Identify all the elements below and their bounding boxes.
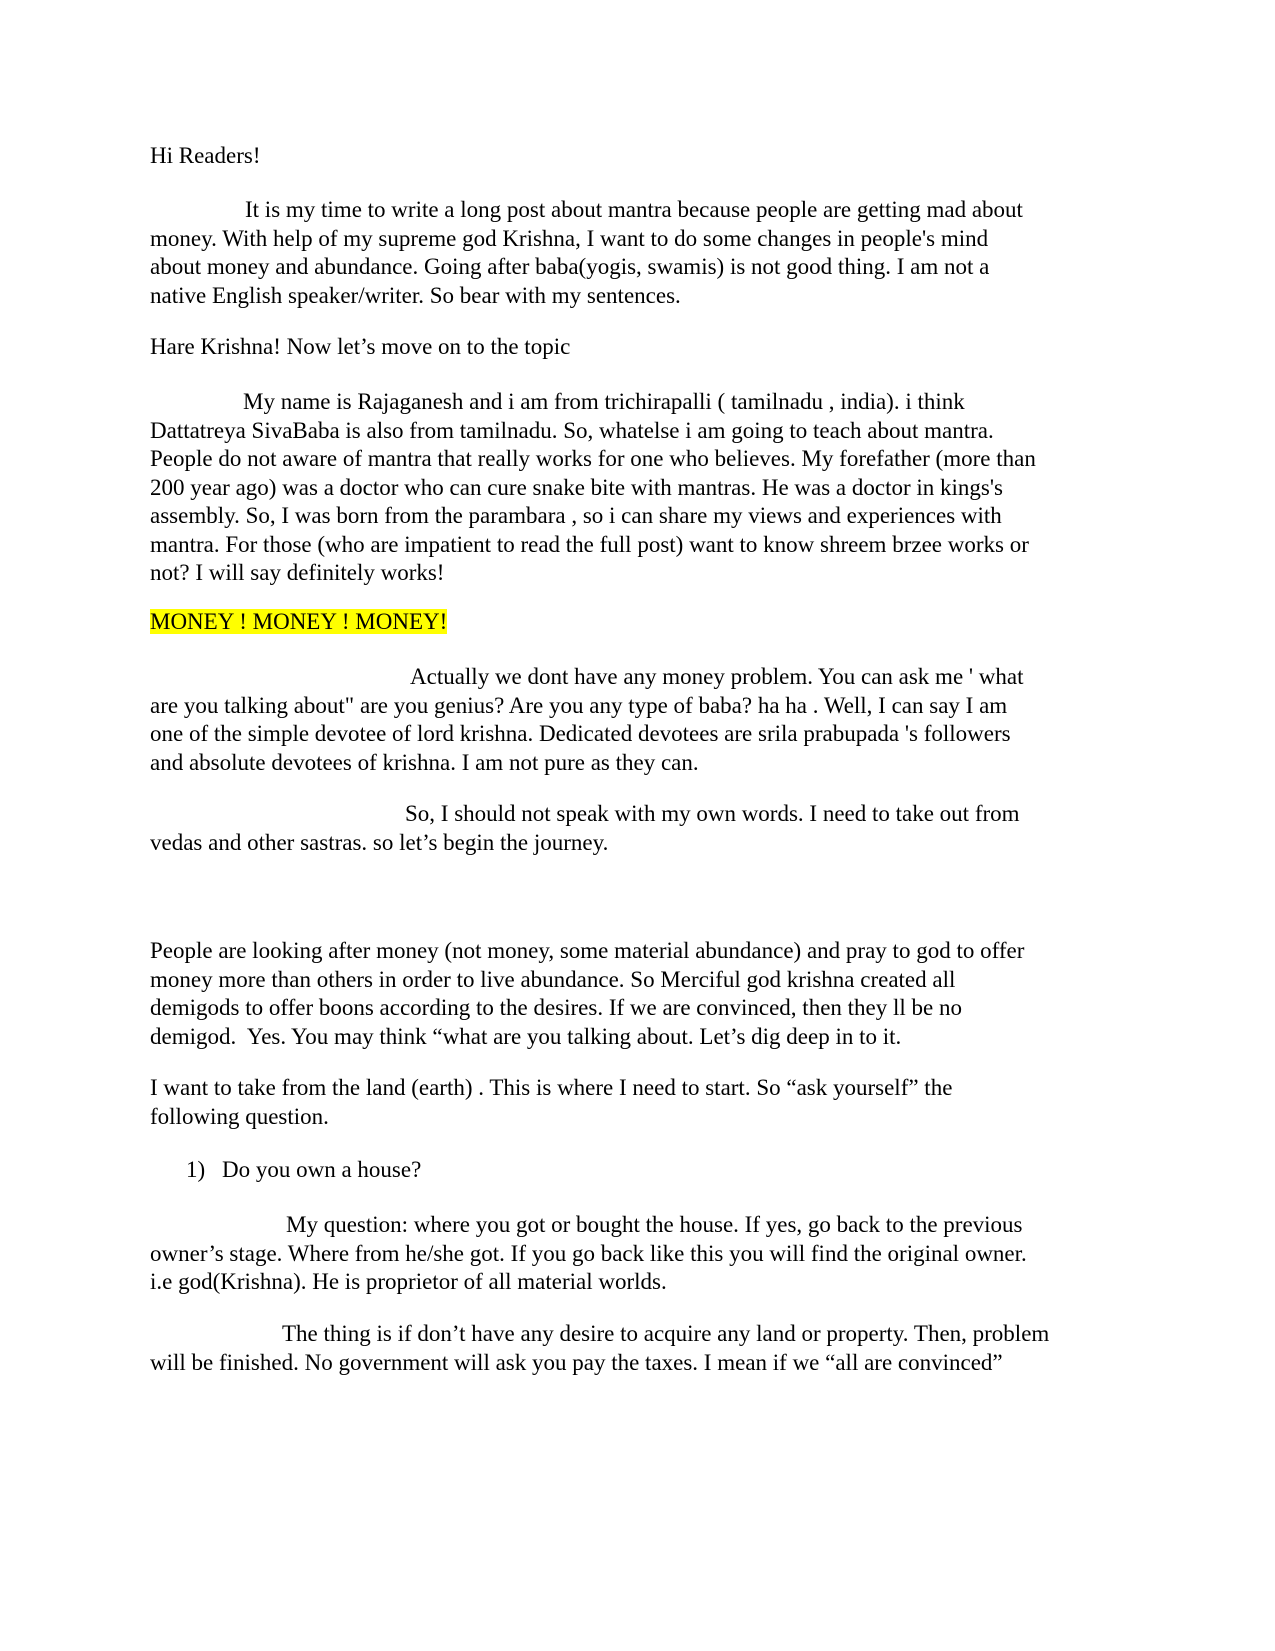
text-line: one of the simple devotee of lord krishna. Dedicated devotees are srila prabupada 's followers xyxy=(150,721,1011,746)
text-line: The thing is if don’t have any desire to acquire any land or property. Then, problem xyxy=(282,1321,1050,1346)
greeting: Hi Readers! xyxy=(150,143,261,168)
list-item xyxy=(186,1156,986,1185)
money-heading xyxy=(150,608,1120,637)
text-line: People do not aware of mantra that really works for one who believes. My forefather (more than xyxy=(150,446,1036,471)
question-paragraph xyxy=(150,1211,1120,1297)
text-line: I want to take from the land (earth) . This is where I need to start. So “ask yourself” the xyxy=(150,1075,953,1100)
text-line: It is my time to write a long post about mantra because people are getting mad about xyxy=(245,197,1023,222)
list-item-text: Do you own a house? xyxy=(222,1157,422,1182)
text-line: and absolute devotees of krishna. I am not pure as they can. xyxy=(150,749,699,775)
text-line: My name is Rajaganesh and i am from trichirapalli ( tamilnadu , india). i think xyxy=(243,389,965,414)
thing-paragraph xyxy=(150,1320,1120,1377)
text-line: money more than others in order to live abundance. So Merciful god krishna created all xyxy=(150,966,956,992)
text-line: demigods to offer boons according to the desires. If we are convinced, then they ll be no xyxy=(150,995,962,1020)
text-line: 200 year ago) was a doctor who can cure snake bite with mantras. He was a doctor in kings's xyxy=(150,474,1003,500)
people-paragraph xyxy=(150,937,1120,1051)
text-line: Dattatreya SivaBaba is also from tamilnadu. So, whatelse i am going to teach about mantra. xyxy=(150,417,994,443)
text-line: So, I should not speak with my own words. I need to take out from xyxy=(405,801,1020,826)
text-line: Actually we dont have any money problem. You can ask me ' what xyxy=(410,664,1024,689)
text-line: My question: where you got or bought the house. If yes, go back to the previous xyxy=(286,1212,1023,1237)
text-line: assembly. So, I was born from the parambara , so i can share my views and experiences with xyxy=(150,503,1002,528)
text-line: People are looking after money (not money, some material abundance) and pray to god to offer xyxy=(150,938,1025,963)
topic-line: Hare Krishna! Now let’s move on to the topic xyxy=(150,334,571,359)
text-line: demigod. Yes. You may think “what are you talking about. Let’s dig deep in to it. xyxy=(150,1023,902,1049)
text-line: money. With help of my supreme god Krishna, I want to do some changes in people's mind xyxy=(150,225,989,251)
text-line: vedas and other sastras. so let’s begin the journey. xyxy=(150,829,609,855)
text-line: i.e god(Krishna). He is proprietor of all material worlds. xyxy=(150,1269,667,1294)
money-paragraph xyxy=(150,663,1120,777)
list-number: 1) xyxy=(186,1157,206,1182)
land-paragraph xyxy=(150,1074,1120,1131)
about-paragraph xyxy=(150,388,1120,588)
text-line: following question. xyxy=(150,1103,329,1129)
text-line: about money and abundance. Going after baba(yogis, swamis) is not good thing. I am not a xyxy=(150,254,990,279)
text-line: not? I will say definitely works! xyxy=(150,560,445,585)
text-line: will be finished. No government will ask you pay the taxes. I mean if we “all are convinced” xyxy=(150,1349,1003,1375)
intro-paragraph xyxy=(150,196,1120,310)
text-line: owner’s stage. Where from he/she got. If you go back like this you will find the original owner. xyxy=(150,1240,1027,1266)
text-line: mantra. For those (who are impatient to read the full post) want to know shreem brzee works or xyxy=(150,531,1029,557)
vedas-paragraph xyxy=(150,800,1120,857)
text-line: native English speaker/writer. So bear with my sentences. xyxy=(150,282,681,308)
highlighted-heading: MONEY ! MONEY ! MONEY! xyxy=(150,609,448,634)
text-line: are you talking about" are you genius? Are you any type of baba? ha ha . Well, I can say I am xyxy=(150,692,1008,718)
